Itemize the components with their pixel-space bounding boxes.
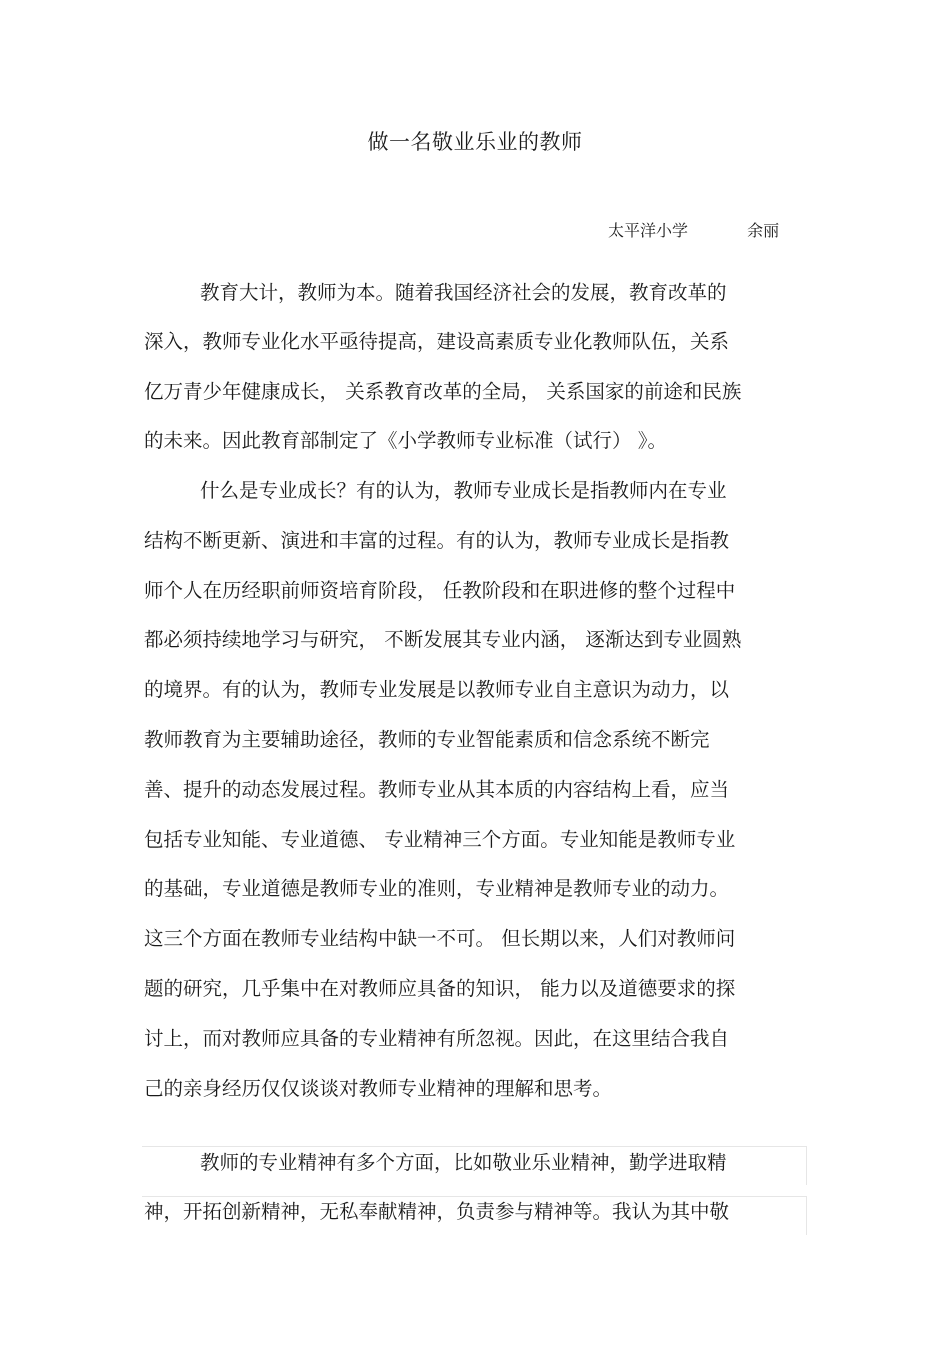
paragraph-line: 的基础，专业道德是教师专业的准则，专业精神是教师专业的动力。: [144, 877, 730, 900]
paragraph-line: 这三个方面在教师专业结构中缺一不可。 但长期以来，人们对教师问: [144, 927, 736, 950]
paragraph-line: 结构不断更新、演进和丰富的过程。有的认为，教师专业成长是指教: [144, 529, 730, 552]
author-school: 太平洋小学: [608, 221, 689, 240]
paragraph-line: 神，开拓创新精神，无私奉献精神，负责参与精神等。我认为其中敬: [144, 1200, 730, 1223]
author-line: [608, 218, 779, 241]
paragraph-line: 的境界。有的认为，教师专业发展是以教师专业自主意识为动力，以: [144, 678, 730, 701]
paragraph-line: 讨上，而对教师应具备的专业精神有所忽视。因此，在这里结合我自: [144, 1027, 730, 1050]
paragraph-line: 什么是专业成长？有的认为，教师专业成长是指教师内在专业: [200, 479, 727, 502]
paragraph-line: 善、提升的动态发展过程。教师专业从其本质的内容结构上看，应当: [144, 778, 730, 801]
paragraph-line: 都必须持续地学习与研究， 不断发展其专业内涵， 逐渐达到专业圆熟: [144, 628, 742, 651]
paragraph-line: 教师教育为主要辅助途径，教师的专业智能素质和信念系统不断完: [144, 728, 710, 751]
paragraph-line: 深入，教师专业化水平亟待提高，建设高素质专业化教师队伍，关系: [144, 330, 730, 353]
paragraph-line: 亿万青少年健康成长， 关系教育改革的全局， 关系国家的前途和民族: [144, 380, 742, 403]
document-title: 做一名敬业乐业的教师: [367, 130, 583, 154]
paragraph-line: 师个人在历经职前师资培育阶段， 任教阶段和在职进修的整个过程中: [144, 579, 736, 602]
paragraph-line: 的未来。因此教育部制定了《小学教师专业标准（试行） 》。: [144, 429, 667, 452]
paragraph-line: 教师的专业精神有多个方面，比如敬业乐业精神，勤学进取精: [200, 1151, 727, 1174]
paragraph-line: 包括专业知能、专业道德、 专业精神三个方面。专业知能是教师专业: [144, 828, 736, 851]
paragraph-line: 题的研究，几乎集中在对教师应具备的知识， 能力以及道德要求的探: [144, 977, 736, 1000]
author-name: 余丽: [747, 221, 780, 240]
paragraph-line: 己的亲身经历仅仅谈谈对教师专业精神的理解和思考。: [144, 1077, 613, 1100]
paragraph-line: 教育大计，教师为本。随着我国经济社会的发展，教育改革的: [200, 281, 727, 304]
